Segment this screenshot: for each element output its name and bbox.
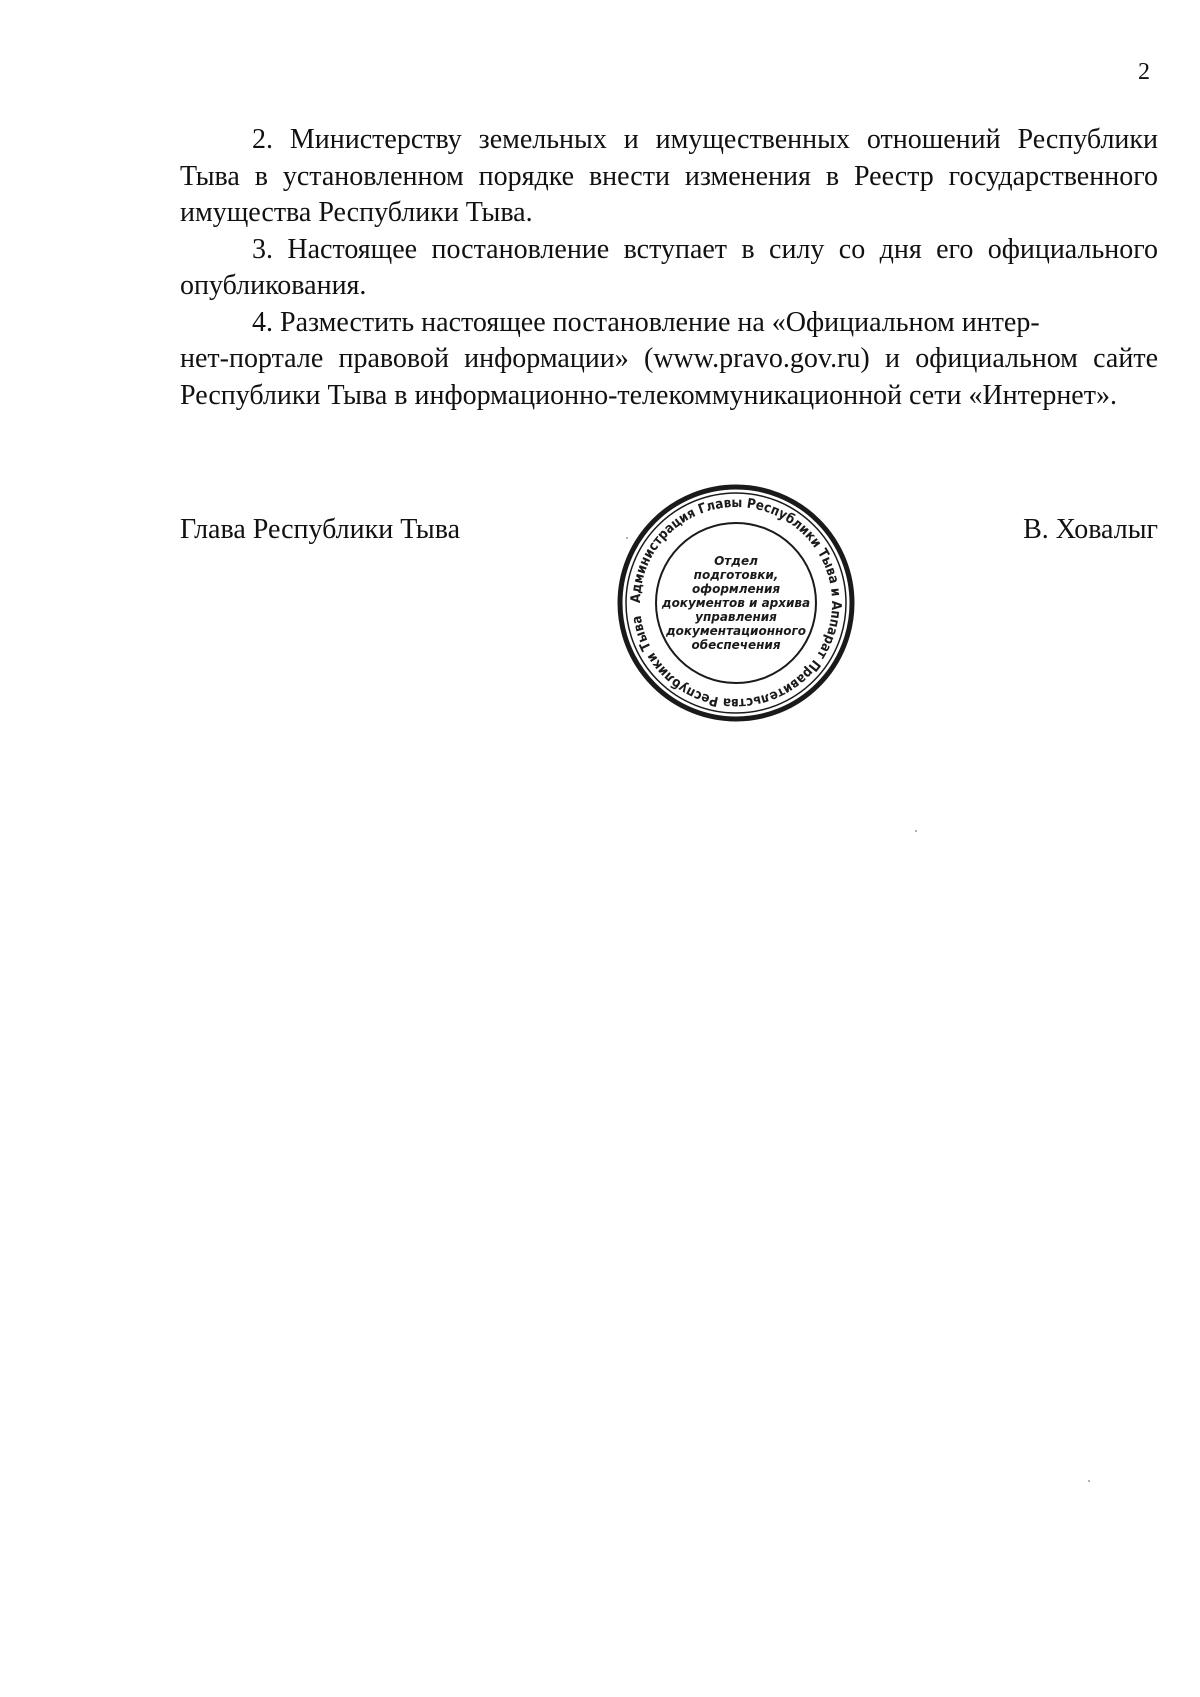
- signatory-title: Глава Республики Тыва: [180, 514, 461, 545]
- seal-ring-text: Администрация Главы Республики Тыва и Аппарат Правительства Республики Тыва: [627, 494, 845, 712]
- scan-speck: [915, 830, 917, 832]
- paragraph-4: 4. Разместить настоящее постановление на «Официальном интер- нет-портале правовой информации» (www.pravo.gov.ru) и официальном сайте Республики Тыва в информационно-телекоммуникационной сети «Интернет».: [180, 306, 1158, 411]
- seal-graphic: [615, 482, 857, 724]
- official-seal: [615, 482, 857, 724]
- seal-center-line: управления: [695, 610, 777, 624]
- page-number: 2: [1138, 59, 1150, 85]
- seal-center-line: Отдел: [714, 554, 758, 568]
- seal-center-line: документационного: [665, 624, 807, 638]
- scan-speck: [626, 537, 628, 539]
- paragraph-3: 3. Настоящее постановление вступает в силу со дня его официального опубликования.: [180, 233, 1158, 301]
- seal-center-text: [661, 554, 810, 652]
- seal-center-line: подготовки,: [693, 568, 779, 582]
- scan-speck: [1088, 1480, 1090, 1482]
- seal-center-line: документов и архива: [661, 596, 811, 610]
- seal-center-line: оформления: [691, 582, 781, 596]
- seal-center-line: обеспечения: [691, 638, 781, 652]
- signatory-name: В. Ховалыг: [1023, 514, 1158, 545]
- document-body: [180, 122, 1158, 414]
- paragraph-2: 2. Министерству земельных и имущественных отношений Республики Тыва в установленном порядке внести изменения в Реестр государственного имущества Республики Тыва.: [180, 124, 1158, 228]
